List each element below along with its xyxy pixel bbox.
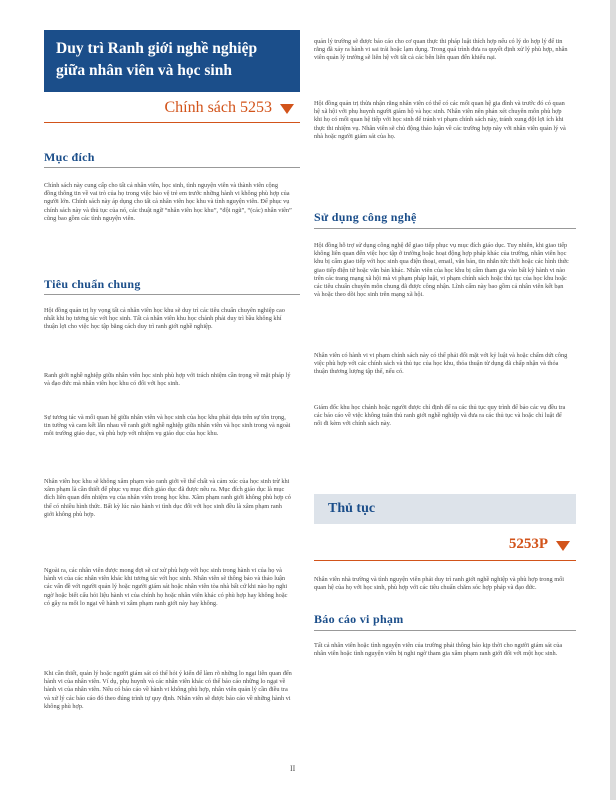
page-edge: [610, 0, 616, 800]
technology-heading: Sử dụng công nghệ: [314, 210, 417, 224]
technology-paragraph-3: Giám đốc khu học chánh hoặc người được chỉ định để ra các thủ tục quy trình để bảo các vụ đều tra các báo cáo về việc không tuân thủ ranh giới nghề nghiệp và đưa ra các thủ tục và hoặc chỉ luật để nối đi kèm với chính sách này.: [314, 404, 566, 428]
reporting-heading: Báo cáo vi phạm: [314, 612, 404, 626]
procedure-title-box: [314, 494, 576, 524]
technology-paragraph-1: Hội đồng hỗ trợ sử dụng công nghệ để giao tiếp phục vụ mục đích giáo dục. Tuy nhiên, khi giao tiếp không liên quan đến việc học tập ở trường hoặc hoạt động hợp pháp khác của trường, nhân viên học khu bị cấm giao tiếp với học sinh qua điện thoại, email, văn bản, tin nhắn tức thời hoặc các hình thức giao tiếp điện tử hoặc văn bản khác. Nhân viên của học khu bị cấm tham gia vào bất kỳ hành vi nào trên các trang mạng xã hội mà vi phạm pháp luật, vi phạm chính sách hoặc thủ tục của học khu hoặc các tiêu chuẩn chuyên môn chung đã được công nhận. Lĩnh cấm này bao gồm cả nhân viên kết bạn và hoặc theo dõi học sinh trên mạng xã hội.: [314, 242, 569, 299]
procedure-code-row: [314, 536, 576, 558]
purpose-heading: Mục đích: [44, 150, 95, 164]
standards-paragraph-4: Nhân viên học khu sẽ không xâm phạm vào ranh giới về thể chất và cảm xúc của học sinh trừ khi xâm phạm là cần thiết để phục vụ mục đích giáo dục đã được nêu ra. Mục đích giáo dục là mục đích liên quan đến nhiệm vụ của nhân viên trong học khu. Xâm phạm ranh giới không phù hợp có thể có nhiều hình thức. Bất kỳ lúc nào hành vi tình dục đối với học sinh đều là xâm phạm ranh giới không phù hợp.: [44, 478, 291, 518]
continued-paragraph-2: Hội đồng quản trị thừa nhận rằng nhân viên có thể có các mối quan hệ gia đình và trước đó có quan hệ xã hội với phụ huynh người giám hộ và học sinh. Nhân viên nên phán xét chuyên môn phù hợp khi họ có mối quan hệ tiếp với học sinh để tránh vi phạm chính sách này, tránh xung đột lợi ích khi thực thi nhiệm vụ. Nhân viên sẽ chủ động thảo luận về các trường hợp này với nhân viên quản lý và nhà hoặc người giám sát của họ.: [314, 100, 566, 140]
reporting-paragraph: Tất cả nhân viên hoặc tình nguyện viên của trường phải thông báo kịp thời cho người giám sát của nhân viên hoặc tình nguyện viên bị nghi ngờ tham gia xâm phạm ranh giới đối với một học sinh.: [314, 642, 563, 658]
document-title: [44, 30, 300, 90]
procedure-code: 5253P: [508, 536, 548, 552]
standards-heading: Tiêu chuẩn chung: [44, 277, 141, 291]
policy-code: Chính sách 5253: [164, 99, 272, 116]
technology-divider: [314, 228, 576, 229]
continued-paragraph-1: quản lý trường sẽ được báo cáo cho cơ quan thực thi pháp luật thích hợp nếu có lý do hợp lý để tin rằng đã xảy ra hành vi sai trái hoặc lạm dụng. Trong quá trình đưa ra quyết định xử lý phù hợp, nhân viên quản lý trường sẽ liên hệ với tất cả các bên liên quan đến khiếu nại.: [314, 38, 568, 62]
policy-code-row: [44, 98, 300, 120]
document-title-box: [44, 30, 300, 92]
purpose-divider: [44, 167, 300, 168]
standards-paragraph-5: Ngoài ra, các nhân viên được mong đợi sẽ cư xử phù hợp với học sinh trong hành vi của họ và hành vi của các nhân viên khác khi tương tác với học sinh. Nhân viên sẽ thông báo và thảo luận các vấn đề với người quản lý hoặc người giám sát hoặc nhân viên tòa nhà bất cứ khi nào họ nghi ngờ hoặc biết cấu hỏi liệu hành vi của chính họ hoặc nhân viên khác có phù hợp hay không hoặc có gây ra mối lo ngại về hành vi xâm phạm ranh giới này hay không.: [44, 567, 288, 607]
standards-paragraph-3: Sự tương tác và mối quan hệ giữa nhân viên và học sinh của học khu phải dựa trên sự tôn trọng, tin tưởng và cam kết lẫn nhau về ranh giới nghề nghiệp giữa nhân viên và học sinh trong và ngoài môi trường giáo dục, và phù hợp với nhiệm vụ giáo dục của học khu.: [44, 414, 291, 438]
title-line-1: Duy trì Ranh giới nghề nghiệp: [56, 40, 258, 57]
triangle-down-icon: [556, 541, 570, 551]
title-line-2: giữa nhân viên và học sinh: [56, 62, 232, 79]
standards-paragraph-1: Hội đồng quản trị hy vọng tất cả nhân viên học khu sẽ duy trì các tiêu chuẩn chuyên nghiệp cao nhất khi họ tương tác với học sinh. Tất cả nhân viên khu học chánh phải duy trì bầu không khí thuận lợi cho việc học tập bằng cách duy trì ranh giới nghề nghiệp.: [44, 307, 285, 331]
procedure-title: Thủ tục: [328, 501, 376, 516]
purpose-paragraph: Chính sách này cung cấp cho tất cả nhân viên, học sinh, tình nguyện viên và thành viên cộng đồng thông tin về vai trò của họ trong việc bảo vệ trẻ em trước những hành vi không phù hợp của người lớn. Chính sách này áp dụng cho tất cả nhân viên học khu và tình nguyện viên. Để phục vụ chính sách này và thủ tục của nó, các thuật ngữ “nhân viên học khu”, “đội ngũ”, “(các) nhân viên” cũng bao gồm các tình nguyện viên.: [44, 182, 292, 222]
page-number: II: [290, 764, 296, 773]
policy-divider: [44, 122, 300, 123]
technology-paragraph-2: Nhân viên có hành vi vi phạm chính sách này có thể phải đối mặt với kỷ luật và hoặc chấm dứt công việc phù hợp với các chính sách và thủ tục của học khu, thỏa thuận từ dụng đã chấp nhận và thỏa thuận thương lượng tập thể, nếu có.: [314, 352, 568, 376]
procedure-paragraph: Nhân viên nhà trường và tình nguyện viên phải duy trì ranh giới nghề nghiệp và phù hợp trong mối quan hệ của họ với học sinh, phù hợp với các tiêu chuẩn chăm sóc hợp pháp và đạo đức.: [314, 576, 565, 592]
standards-divider: [44, 294, 300, 295]
reporting-divider: [314, 630, 576, 631]
standards-paragraph-6: Khi cần thiết, quản lý hoặc người giám sát có thể hỏi ý kiến để làm rõ những lo ngại liên quan đến hành vi của nhân viên. Ví dụ, phụ huynh và các nhân viên khác có thể báo cáo những lo ngại về hành vi của nhân viên. Nếu có báo cáo về hành vi không phù hợp, nhân viên quản lý cần điều tra và xử lý các báo cáo đó theo đúng trình tự quy định. Nhân viên sẽ được báo cáo về những hành vi không phù hợp.: [44, 670, 292, 710]
standards-paragraph-2: Ranh giới nghề nghiệp giữa nhân viên học sinh phù hợp với trách nhiệm cần trọng về mặt pháp lý và đạo đức mà nhân viên học khu có đối với học sinh.: [44, 372, 291, 388]
triangle-down-icon: [280, 104, 294, 114]
procedure-divider: [314, 560, 576, 561]
